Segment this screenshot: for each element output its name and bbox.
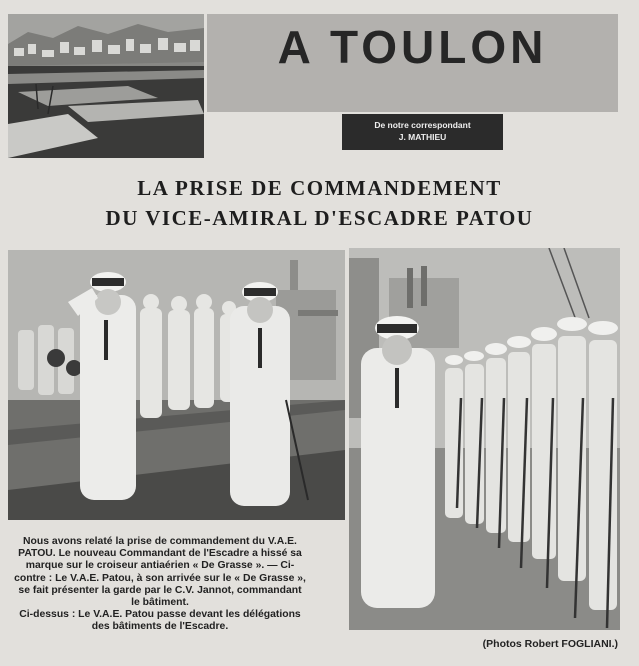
harbor-photo xyxy=(8,14,204,158)
ceremony-photo-right xyxy=(349,248,620,630)
caption-paragraph: Nous avons relaté la prise de commandement du V.A.E. PATOU. Le nouveau Commandant de l'Escadre a hissé sa marque sur le croiseur antiaérien « De Grasse ». — Ci-contre : Le V.A.E. Patou, à son arrivée sur le « De Grasse », se fait présenter la garde par le C.V. Jannot, commandant le bâtiment. xyxy=(14,536,306,609)
correspondent-box xyxy=(342,114,503,150)
photo-credit: (Photos Robert FOGLIANI.) xyxy=(482,638,618,650)
caption-paragraph: Ci-dessus : Le V.A.E. Patou passe devant les délégations des bâtiments de l'Escadre. xyxy=(19,609,301,633)
photo-caption xyxy=(14,536,306,634)
headline-line-2: DU VICE-AMIRAL D'ESCADRE PATOU xyxy=(105,206,534,230)
guard-review-scene xyxy=(349,248,620,630)
page-title: A TOULON xyxy=(277,21,548,73)
correspondent-label: De notre correspondant xyxy=(374,120,471,130)
harbor-scene xyxy=(8,14,204,158)
correspondent-name: J. MATHIEU xyxy=(398,132,447,142)
deck-ceremony-scene xyxy=(8,250,345,520)
ceremony-photo-left xyxy=(8,250,345,520)
headline-line-1: LA PRISE DE COMMANDEMENT xyxy=(137,176,502,200)
